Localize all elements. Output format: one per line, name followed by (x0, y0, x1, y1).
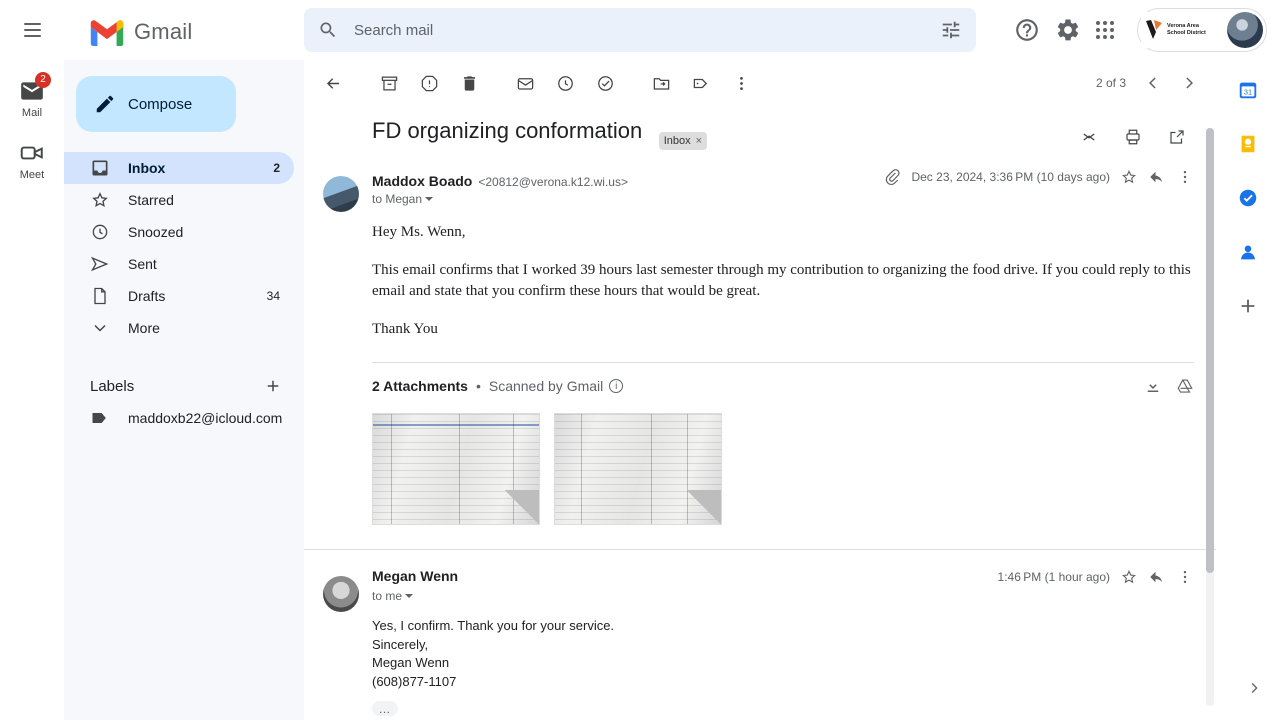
info-icon[interactable]: i (609, 379, 623, 393)
archive-icon[interactable] (372, 66, 406, 100)
save-to-drive-icon[interactable] (1176, 377, 1194, 395)
avatar[interactable] (1227, 12, 1263, 48)
move-to-folder-icon[interactable] (644, 66, 678, 100)
google-contacts-icon[interactable] (1228, 232, 1268, 272)
star-icon (90, 190, 110, 210)
sidebar-item-inbox-label: Inbox (128, 160, 166, 176)
message-2-recipients[interactable] (372, 589, 1194, 603)
google-calendar-icon[interactable] (1228, 70, 1268, 110)
sidebar-item-drafts-count: 34 (266, 289, 280, 303)
chevron-right-icon[interactable] (1240, 674, 1268, 702)
search-icon (318, 20, 338, 40)
svg-text:31: 31 (1243, 87, 1253, 97)
mark-unread-icon[interactable] (508, 66, 542, 100)
sender-name: Megan Wenn (372, 568, 459, 584)
scanned-by-gmail-label: Scanned by Gmail (488, 378, 604, 394)
page-title: FD organizing conformation (372, 118, 643, 143)
scrollbar-track[interactable] (1206, 128, 1214, 706)
attachment-thumbnail-2[interactable] (554, 413, 722, 525)
district-logo (1141, 12, 1227, 48)
status-badge-label: Inbox (663, 135, 691, 147)
message-2-body (372, 617, 1194, 691)
chevron-down-icon[interactable] (425, 197, 433, 201)
account-chip[interactable] (1137, 8, 1267, 52)
draft-file-icon (90, 286, 110, 306)
subject-row (304, 106, 1216, 154)
sender-email: <20812@verona.k12.wi.us> (478, 175, 628, 189)
pagination-text: 2 of 3 (1095, 76, 1126, 90)
email-reading-pane (304, 60, 1216, 720)
tune-filter-icon[interactable] (940, 19, 962, 41)
pagination (1096, 60, 1206, 106)
paperclip-icon (883, 168, 901, 186)
chevron-down-icon[interactable] (405, 594, 413, 598)
message-1-date: Dec 23, 2024, 3:36 PM (10 days ago) (911, 170, 1110, 184)
labels-header (64, 370, 304, 402)
sidebar-item-drafts-label: Drafts (128, 288, 166, 304)
sidebar-item-snoozed[interactable] (64, 216, 294, 248)
sidebar-item-sent-label: Sent (128, 256, 157, 272)
attachments-header (372, 377, 1194, 395)
plus-icon[interactable] (264, 377, 282, 395)
message-2-line-4: (608)877-1107 (372, 673, 457, 689)
label-tag-icon[interactable] (684, 66, 718, 100)
message-2-meta (998, 568, 1194, 586)
message-2-line-1: Yes, I confirm. Thank you for your service. (372, 618, 615, 633)
close-icon[interactable]: × (695, 135, 703, 147)
subject-actions (1072, 116, 1194, 154)
sidebar-item-more-label: More (128, 320, 160, 336)
message-1-paragraph-1: Hey Ms. Wenn, (372, 224, 466, 240)
message-2-line-2: Sincerely, (372, 636, 429, 652)
search-bar[interactable] (304, 8, 976, 52)
gear-icon[interactable] (1055, 17, 1081, 43)
download-icon[interactable] (1144, 377, 1162, 395)
attachment-thumbnail-1[interactable] (372, 413, 540, 525)
label-tag-icon (90, 408, 110, 428)
sidebar-item-inbox-count: 2 (273, 161, 280, 175)
district-line-1: Verona Area (1167, 23, 1199, 30)
avatar[interactable] (323, 176, 359, 212)
message-1 (304, 154, 1216, 525)
show-trimmed-content-button[interactable]: … (372, 701, 398, 716)
reply-arrow-icon[interactable] (1148, 568, 1166, 586)
sidebar-item-drafts[interactable] (64, 280, 294, 312)
sender-name: Maddox Boado (372, 173, 473, 189)
message-toolbar (304, 60, 1216, 106)
sidebar-item-inbox[interactable] (64, 152, 294, 184)
report-spam-icon[interactable] (412, 66, 446, 100)
sidebar-item-starred[interactable] (64, 184, 294, 216)
google-keep-icon[interactable] (1228, 124, 1268, 164)
gmail-logo[interactable] (88, 18, 192, 46)
sidebar-item-sent[interactable] (64, 248, 294, 280)
print-icon[interactable] (1116, 120, 1150, 154)
message-1-paragraph-2: This email confirms that I worked 39 hours last semester through my contribution to organizing the food drive. If you could reply to this email and state that you confirm these hours that would be great. (372, 262, 1191, 299)
scrollbar-thumb[interactable] (1206, 128, 1214, 573)
sidebar-item-snoozed-label: Snoozed (128, 224, 184, 240)
compose-button-label: Compose (128, 95, 193, 113)
google-tasks-icon[interactable] (1228, 178, 1268, 218)
message-1-paragraph-3: Thank You (372, 321, 438, 337)
add-to-tasks-icon[interactable] (588, 66, 622, 100)
sidebar (64, 60, 304, 720)
top-bar (0, 0, 1280, 60)
rail-item-mail[interactable] (0, 70, 64, 126)
verona-v-logo (1144, 18, 1164, 42)
pencil-icon (94, 93, 116, 115)
sidebar-item-more[interactable] (64, 312, 294, 344)
chevron-right-icon[interactable] (1172, 66, 1206, 100)
search-input[interactable] (352, 21, 940, 40)
clock-icon (90, 222, 110, 242)
rail-item-meet[interactable] (0, 132, 64, 188)
message-2-date: 1:46 PM (1 hour ago) (997, 570, 1110, 584)
more-vertical-icon[interactable] (724, 66, 758, 100)
message-2-line-3: Megan Wenn (372, 655, 450, 670)
clock-snooze-icon[interactable] (548, 66, 582, 100)
gmail-m-logo (88, 18, 126, 46)
message-1-meta (883, 168, 1194, 186)
send-icon (90, 254, 110, 274)
star-outline-icon[interactable] (1120, 568, 1138, 586)
rail-item-meet-label: Meet (19, 168, 45, 181)
more-vertical-icon[interactable] (1176, 568, 1194, 586)
more-vertical-icon[interactable] (1176, 168, 1194, 186)
reply-arrow-icon[interactable] (1148, 168, 1166, 186)
gmail-wordmark: Gmail (134, 19, 193, 44)
collapse-all-icon[interactable] (1072, 120, 1106, 154)
mail-unread-badge: 2 (35, 72, 51, 88)
message-1-header (372, 168, 1194, 189)
attachment-actions (1144, 377, 1194, 395)
labels-header-label: Labels (90, 377, 135, 395)
chevron-down-icon (90, 318, 110, 338)
message-2-header (372, 568, 1194, 586)
message-1-recipients-label: to Megan (372, 192, 423, 206)
google-apps-grid-icon[interactable] (1096, 21, 1113, 38)
get-add-ons-plus-icon[interactable] (1228, 286, 1268, 326)
right-side-panel (1216, 60, 1280, 720)
trash-icon[interactable] (452, 66, 486, 100)
attachment-thumbnails (372, 413, 1194, 525)
video-camera-icon (19, 140, 45, 166)
rail-item-mail-label: Mail (21, 106, 43, 119)
attachments-count: 2 Attachments (372, 378, 468, 394)
chevron-left-icon[interactable] (1136, 66, 1170, 100)
inbox-icon (90, 158, 110, 178)
message-2-recipients-label: to me (372, 589, 403, 603)
sidebar-item-starred-label: Starred (128, 192, 174, 208)
avatar[interactable] (323, 576, 359, 612)
sidebar-label-item-label: maddoxb22@icloud.com (128, 410, 283, 426)
district-line-2: School District (1167, 30, 1206, 36)
left-app-rail (0, 60, 64, 720)
message-1-recipients[interactable] (372, 192, 1194, 206)
star-outline-icon[interactable] (1120, 168, 1138, 186)
status-badge[interactable] (659, 132, 707, 150)
message-2 (304, 550, 1216, 716)
hamburger-menu-icon[interactable] (18, 16, 46, 44)
message-1-body (372, 222, 1194, 340)
compose-button[interactable] (76, 76, 236, 132)
arrow-back-icon[interactable] (316, 66, 350, 100)
attachments-section (372, 362, 1194, 525)
sidebar-label-item[interactable] (64, 402, 294, 434)
help-circle-icon[interactable] (1014, 17, 1040, 43)
open-in-new-window-icon[interactable] (1160, 120, 1194, 154)
attachments-separator: • (475, 378, 481, 394)
sidebar-nav-list (64, 152, 304, 344)
